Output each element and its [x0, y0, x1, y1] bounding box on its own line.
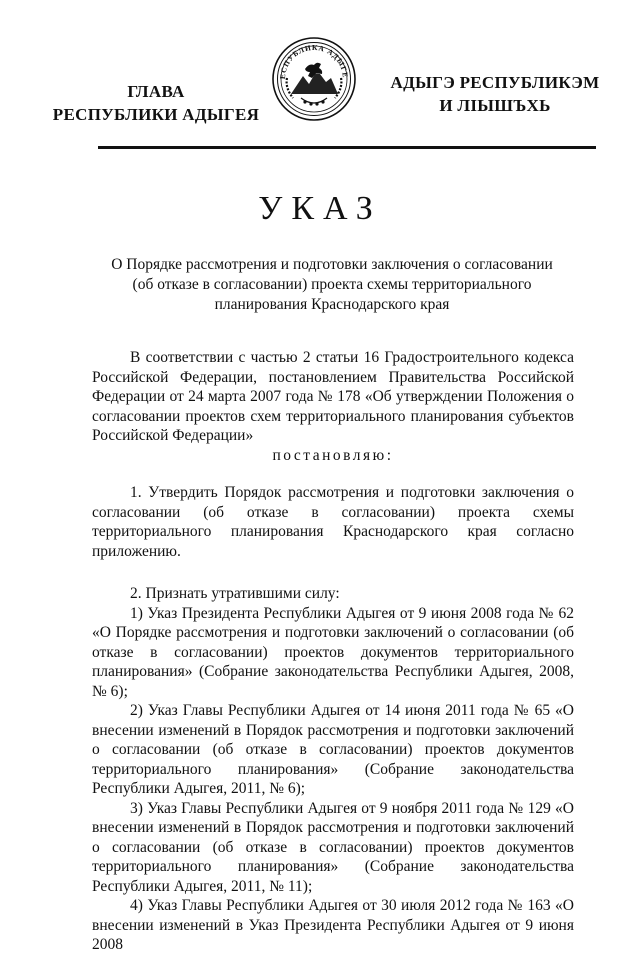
header-right-line1: АДЫГЭ РЕСПУБЛИКЭМ: [390, 73, 600, 92]
item-2-subitem-4: 4) Указ Главы Республики Адыгея от 30 июля 2012 года № 163 «О внесении изменений в Указ Президента Республики Адыгея от 9 июня 2008: [92, 897, 574, 953]
item-1-paragraph: 1. Утвердить Порядок рассмотрения и подготовки заключения о согласовании (об отказе в согласовании) проекта схемы территориального планирования Краснодарского края согласно приложению.: [92, 484, 574, 560]
header-left-line1: ГЛАВА: [127, 82, 185, 101]
document-body: [92, 348, 574, 955]
document-title: УКАЗ: [258, 190, 382, 227]
header-right-line2: И ЛІЫШЪХЬ: [439, 96, 551, 115]
header-left: [40, 80, 272, 126]
emblem-text: ЕСПУБЛИКА АДЫГЕ: [277, 42, 351, 80]
coat-of-arms-emblem: [271, 36, 357, 122]
header-right: [384, 71, 606, 117]
item-2-subitem-3: 3) Указ Главы Республики Адыгея от 9 ноября 2011 года № 129 «О внесении изменений в Порядок рассмотрения и подготовки заключений о согласовании (об отказе в согласовании) проектов документов территориального планирования» (Собрание законодательства Республики Адыгея, 2011, № 11);: [92, 799, 574, 895]
header-divider: [98, 146, 596, 149]
item-2-subitem-2: 2) Указ Главы Республики Адыгея от 14 июня 2011 года № 65 «О внесении изменений в Порядок рассмотрения и подготовки заключений о согласовании (об отказе в согласовании) проектов документов территориального планирования» (Собрание законодательства Республики Адыгея, 2011, № 6);: [92, 702, 574, 797]
item-2-intro: 2. Признать утратившими силу:: [130, 585, 340, 602]
resolve-line: постановляю:: [272, 446, 394, 464]
header-left-line2: РЕСПУБЛИКИ АДЫГЕЯ: [52, 105, 260, 124]
item-2-subitem-1: 1) Указ Президента Республики Адыгея от 9 июня 2008 года № 62 «О Порядке рассмотрения и подготовки заключений о согласовании (об отказе в согласовании) проектов документов территориального планирования» (Собрание законодательства Республики Адыгея, 2008, № 6);: [92, 604, 574, 700]
emblem-icon: [271, 36, 357, 122]
document-subject: О Порядке рассмотрения и подготовки заключения о согласовании (об отказе в согласовании) проекта схемы территориального планирования Краснодарского края: [111, 256, 553, 313]
preamble-paragraph: В соответствии с частью 2 статьи 16 Градостроительного кодекса Российской Федерации, постановлением Правительства Российской Федерации от 24 марта 2007 года № 178 «Об утверждении Положения о согласовании проектов схем территориального планирования субъектов Российской Федерации»: [92, 349, 574, 444]
